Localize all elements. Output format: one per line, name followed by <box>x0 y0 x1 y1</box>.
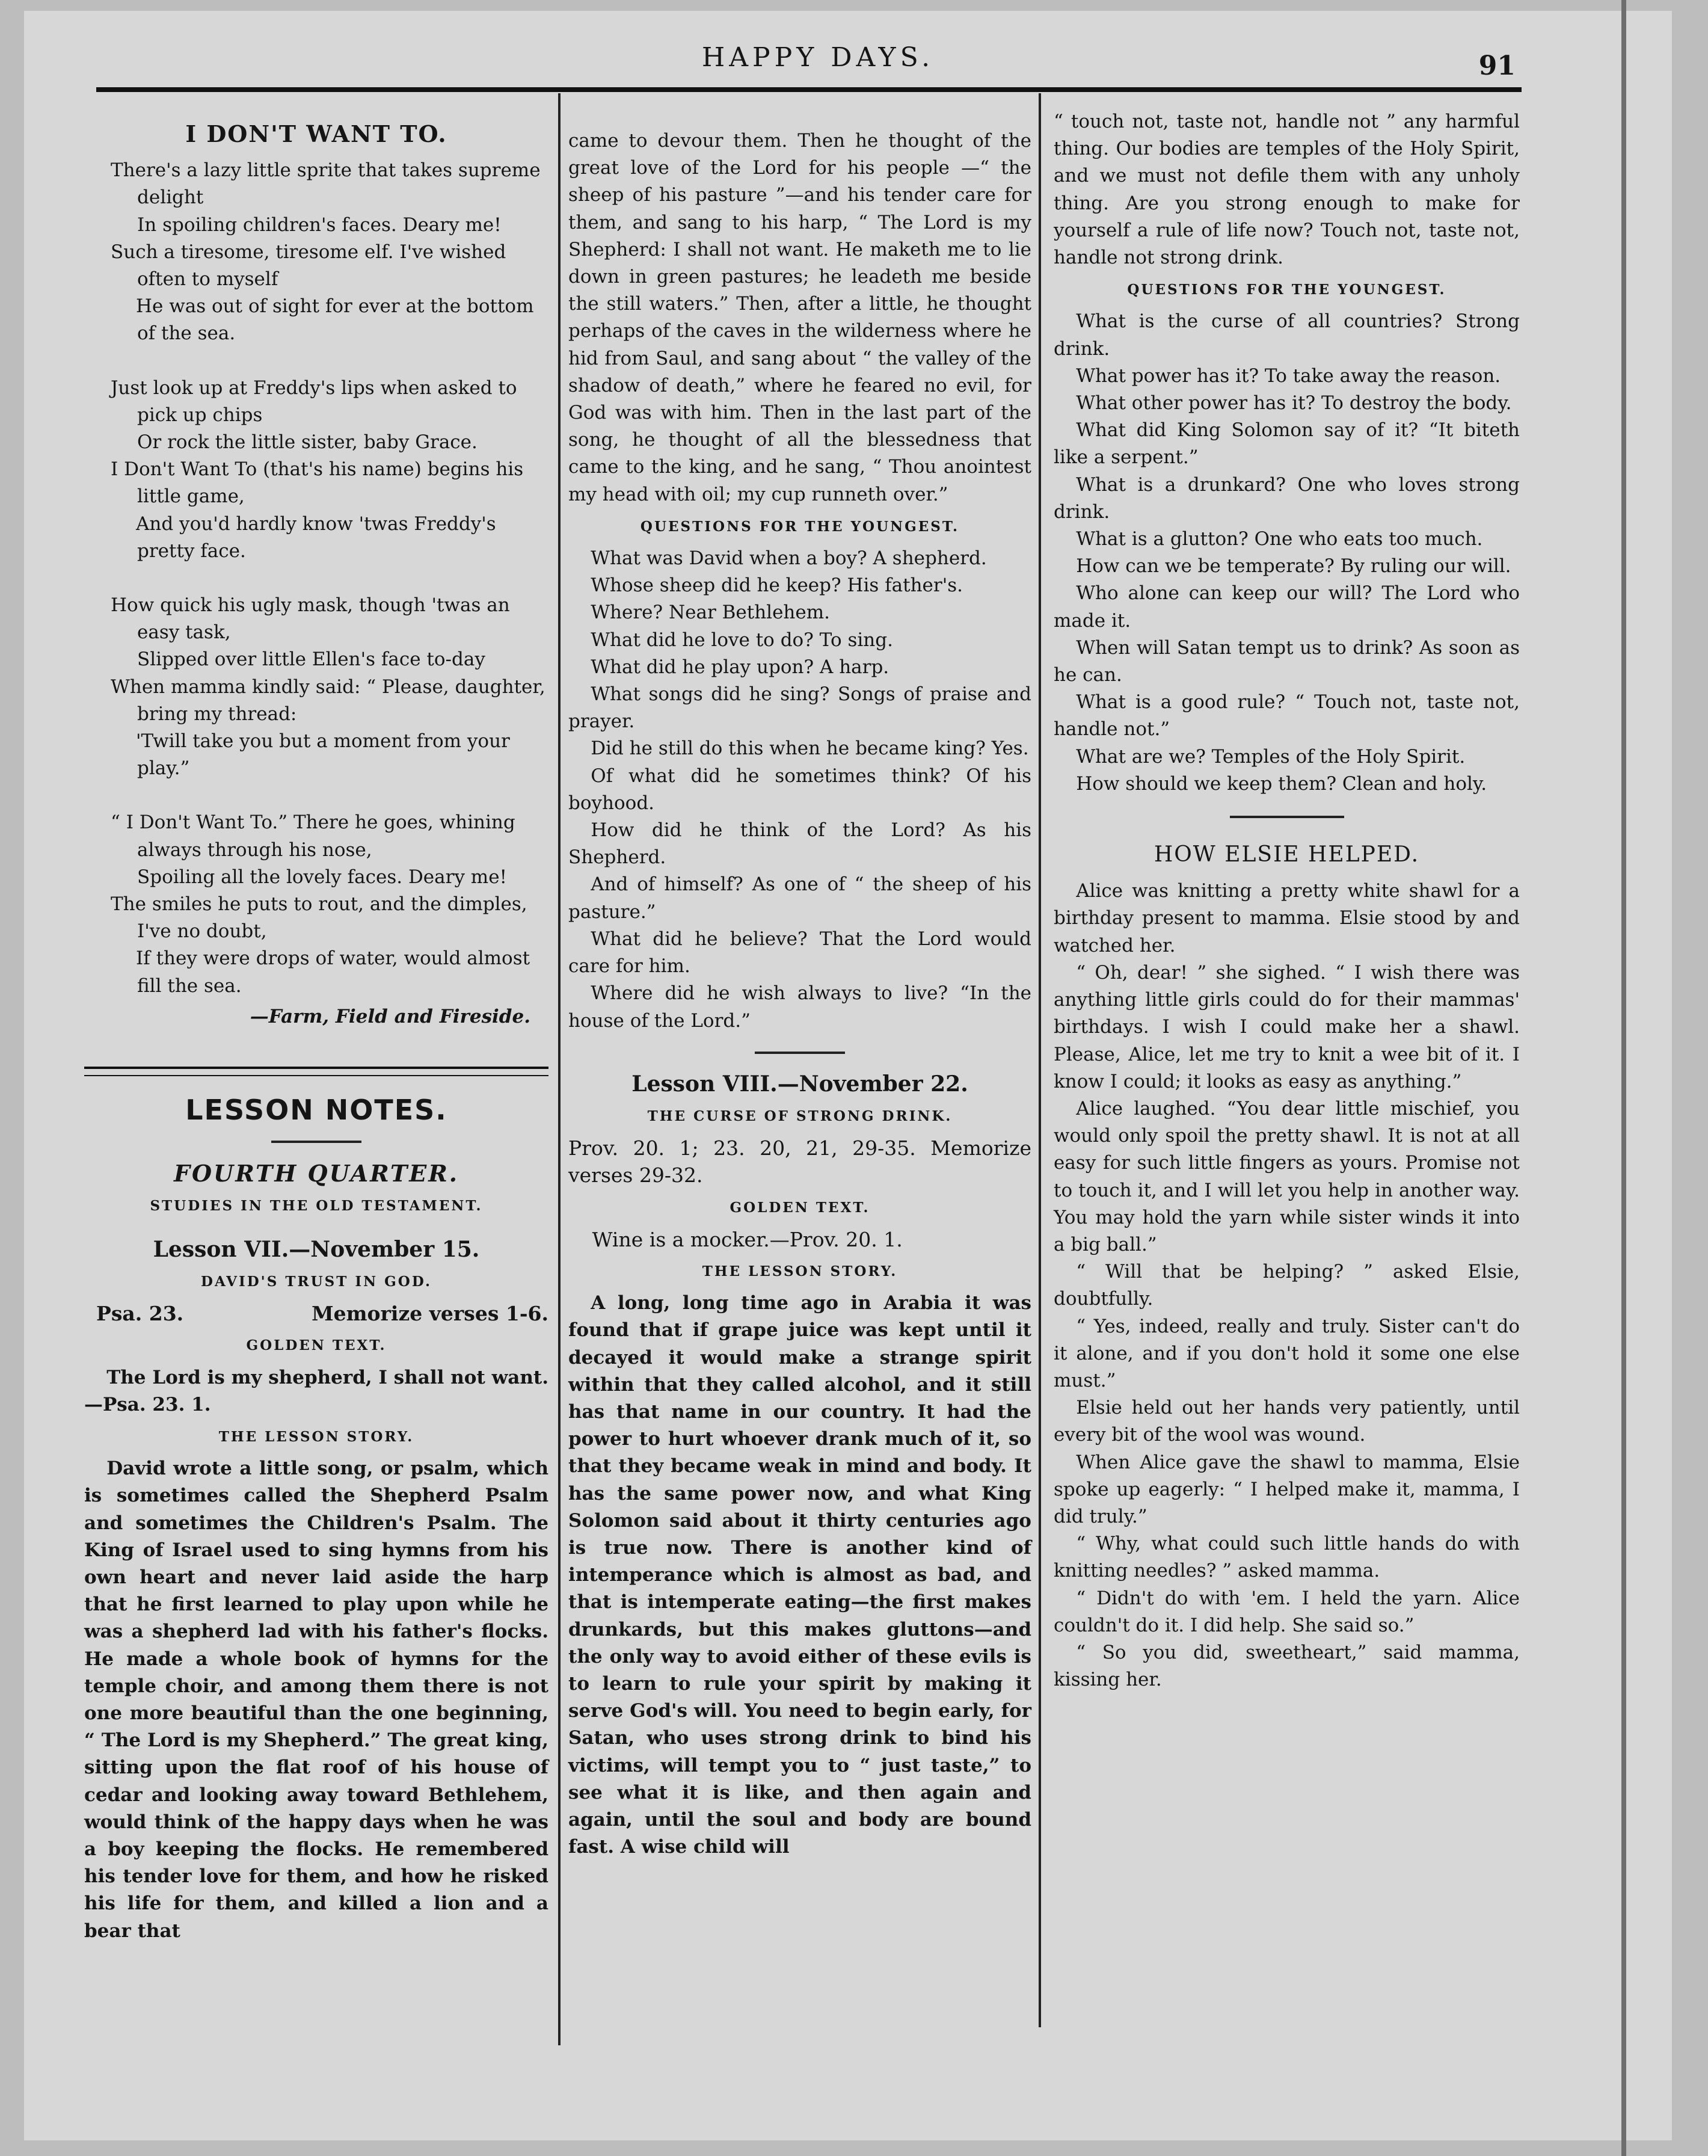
lesson-story-label: THE LESSON STORY. <box>218 1428 414 1445</box>
poem-line: Just look up at Freddy's lips when asked to pick up chips <box>111 377 517 426</box>
column-rule-right <box>1039 93 1041 2027</box>
poem-line: I Don't Want To (that's his name) begins his little game, <box>111 458 524 508</box>
column-3 <box>1054 108 1520 1693</box>
lesson-7-subtitle: DAVID'S TRUST IN GOD. <box>201 1273 432 1290</box>
question-line: What was David when a boy? A shepherd. <box>591 547 987 570</box>
question-line: What did he play upon? A harp. <box>591 656 889 678</box>
scripture-reference: Psa. 23. <box>96 1302 184 1326</box>
lesson-story-continued: came to devour them. Then he thought of the great love of the Lord for his people —“ the sheep of his pasture ”—and his tender care for them, and sang to his harp, “ The Lord is my Shepherd: I shall not want. He maketh me to lie down in green pastures; he leadeth me beside the still waters.” Then, after a little, he thought perhaps of the caves in the wilderness where he hid from Saul, and sang about “ the valley of the shadow of death,” where he feared no evil, for God was with him. Then in the last part of the song, he thought of all the blessedness that came to the king, and he sang, “ Thou anointest my head with oil; my cup runneth over.” <box>568 130 1031 505</box>
lesson-story-label: THE LESSON STORY. <box>702 1263 898 1280</box>
poem-line: When mamma kindly said: “ Please, daughter, bring my thread: <box>111 676 545 725</box>
lesson-7-scripture <box>84 1300 548 1327</box>
question-line: What is the curse of all countries? Strong drink. <box>1054 310 1520 360</box>
poem-stanza <box>84 809 548 999</box>
question-line: When will Satan tempt us to drink? As soon as he can. <box>1054 636 1520 686</box>
story-paragraph: “ Why, what could such little hands do with knitting needles? ” asked mamma. <box>1054 1533 1520 1582</box>
question-line: What is a drunkard? One who loves strong drink. <box>1054 473 1520 523</box>
story-paragraph: “ Didn't do with 'em. I held the yarn. Alice couldn't do it. I did help. She said so.” <box>1054 1587 1520 1636</box>
lesson-8-scripture: Prov. 20. 1; 23. 20, 21, 29-35. Memorize verses 29-32. <box>568 1136 1031 1187</box>
poem-line: There's a lazy little sprite that takes supreme delight <box>111 159 541 209</box>
questions-label: QUESTIONS FOR THE YOUNGEST. <box>1127 282 1446 298</box>
running-head: HAPPY DAYS. <box>701 42 935 73</box>
story-paragraph: “ Will that be helping? ” asked Elsie, doubtfully. <box>1054 1261 1520 1310</box>
question-line: And of himself? As one of “ the sheep of his pasture.” <box>568 873 1031 923</box>
lesson-8-heading: Lesson VIII.—November 22. <box>631 1071 968 1097</box>
poem-line: Or rock the little sister, baby Grace. <box>137 431 478 454</box>
poem-line: Spoiling all the lovely faces. Deary me! <box>137 866 508 888</box>
poem-line: If they were drops of water, would almost fill the sea. <box>136 947 530 997</box>
poem-attribution: —Farm, Field and Fireside. <box>250 1005 530 1027</box>
memorize-verses: Memorize verses 1-6. <box>312 1302 548 1326</box>
questions-label: QUESTIONS FOR THE YOUNGEST. <box>640 518 960 535</box>
short-divider <box>755 1052 845 1054</box>
question-line: What did he love to do? To sing. <box>591 629 893 651</box>
story-paragraph: “ Oh, dear! ” she sighed. “ I wish there was anything little girls could do for their mammas' birthdays. I wish I could make her a shawl. Please, Alice, let me try to knit a wee bit of it. I know I could; it looks as easy as anything.” <box>1054 961 1520 1092</box>
question-line: What songs did he sing? Songs of praise and prayer. <box>568 683 1031 733</box>
lesson-notes-heading: LESSON NOTES. <box>185 1094 447 1127</box>
poem-line: He was out of sight for ever at the bottom of the sea. <box>136 295 534 345</box>
header-rule <box>96 87 1522 92</box>
poem-line: And you'd hardly know 'twas Freddy's pretty face. <box>136 513 496 562</box>
question-line: How can we be temperate? By ruling our will. <box>1076 555 1511 578</box>
story-paragraph: Elsie held out her hands very patiently, until every bit of the wool was wound. <box>1054 1397 1520 1446</box>
lesson-story-continued: “ touch not, taste not, handle not ” any harmful thing. Our bodies are temples of the Holy Spirit, and we must not defile them with any unholy thing. Are you strong enough to make for yourself a rule of life now? Touch not, taste not, handle not strong drink. <box>1054 111 1520 269</box>
section-divider <box>84 1067 548 1076</box>
lesson-story-text: David wrote a little song, or psalm, which is sometimes called the Shepherd Psalm and sometimes the Children's Psalm. The King of Israel used to sing hymns from his own heart and never laid aside the harp that he first learned to play upon while he was a shepherd lad with his father's flocks. He made a whole book of hymns for the temple choir, and among them there is not one more beautiful than the one beginning, “ The Lord is my Shepherd.” The great king, sitting upon the flat roof of his house of cedar and looking away toward Bethlehem, would think of the happy days when he was a boy keeping the flocks. He remembered his tender love for them, and how he risked his life for them, and killed a lion and a bear that <box>84 1458 548 1942</box>
page-edge-shadow <box>1621 0 1626 2156</box>
story-paragraph: “ Yes, indeed, really and truly. Sister can't do it alone, and if you don't hold it some one else must.” <box>1054 1315 1520 1391</box>
column-rule-left <box>558 93 561 2045</box>
lesson-7-heading: Lesson VII.—November 15. <box>153 1236 480 1262</box>
short-divider <box>1230 816 1344 818</box>
story-paragraph: “ So you did, sweetheart,” said mamma, kissing her. <box>1054 1641 1520 1691</box>
poem-title: I DON'T WANT TO. <box>185 120 447 147</box>
lesson-8-subtitle: THE CURSE OF STRONG DRINK. <box>647 1107 953 1124</box>
question-line: What did he believe? That the Lord would care for him. <box>568 928 1031 978</box>
quarter-heading: FOURTH QUARTER. <box>173 1160 459 1187</box>
question-line: Of what did he sometimes think? Of his boyhood. <box>568 765 1031 814</box>
question-line: What is a good rule? “ Touch not, taste not, handle not.” <box>1054 691 1520 741</box>
question-line: Where did he wish always to live? “In the house of the Lord.” <box>568 982 1031 1032</box>
column-2 <box>568 128 1031 1861</box>
poem-line: How quick his ugly mask, though 'twas an easy task, <box>111 594 510 644</box>
question-line: What power has it? To take away the reason. <box>1076 365 1501 387</box>
question-line: Whose sheep did he keep? His father's. <box>591 574 963 597</box>
story-paragraph: Alice was knitting a pretty white shawl for a birthday present to mamma. Elsie stood by and watched her. <box>1054 880 1520 956</box>
question-line: What are we? Temples of the Holy Spirit. <box>1076 745 1466 768</box>
studies-subheading: STUDIES IN THE OLD TESTAMENT. <box>150 1197 483 1214</box>
question-line: How should we keep them? Clean and holy. <box>1076 772 1487 795</box>
golden-text-label: GOLDEN TEXT. <box>246 1337 387 1354</box>
short-divider <box>271 1141 361 1143</box>
poem-line: Such a tiresome, tiresome elf. I've wished often to myself <box>111 241 506 291</box>
lesson-story-text: A long, long time ago in Arabia it was found that if grape juice was kept until it decayed it would make a strange spirit within that they called alcohol, and it still has that name in our country. It had the power to hurt whoever drank much of it, so that they became weak in mind and body. It has the same power now, and what King Solomon said about it thirty centuries ago is true now. There is another kind of intemperance which is almost as bad, and that is intemperate eating—the first makes drunkards, but this makes gluttons—and the only way to avoid either of these evils is to learn to rule your spirit by making it serve God's will. You need to begin early, for Satan, who uses strong drink to bind his victims, will tempt you to “ just taste,” to see what it is like, and then again and again, until the soul and body are bound fast. A wise child will <box>568 1292 1031 1858</box>
poem-line: In spoiling children's faces. Deary me! <box>137 214 502 236</box>
poem-stanza <box>84 157 548 347</box>
poem-stanza <box>84 592 548 782</box>
story-title: HOW ELSIE HELPED. <box>1154 842 1420 867</box>
column-1 <box>84 120 548 1945</box>
story-paragraph: When Alice gave the shawl to mamma, Elsie spoke up eagerly: “ I helped make it, mamma, I did truly.” <box>1054 1451 1520 1527</box>
question-line: What is a glutton? One who eats too much. <box>1076 528 1483 550</box>
question-line: What did King Solomon say of it? “It biteth like a serpent.” <box>1054 419 1520 469</box>
question-line: Who alone can keep our will? The Lord who made it. <box>1054 582 1520 632</box>
poem-line: 'Twill take you but a moment from your play.” <box>136 730 510 780</box>
poem-stanza <box>84 375 548 565</box>
golden-text: The Lord is my shepherd, I shall not want.—Psa. 23. 1. <box>84 1366 548 1415</box>
golden-text-label: GOLDEN TEXT. <box>730 1199 870 1216</box>
poem-line: Slipped over little Ellen's face to-day <box>137 648 485 671</box>
poem-line: “ I Don't Want To.” There he goes, whining always through his nose, <box>111 812 515 861</box>
golden-text: Wine is a mocker.—Prov. 20. 1. <box>592 1227 903 1251</box>
question-line: Where? Near Bethlehem. <box>591 602 830 624</box>
poem-line: The smiles he puts to rout, and the dimples, I've no doubt, <box>111 893 527 943</box>
question-line: Did he still do this when he became king? Yes. <box>591 738 1029 760</box>
question-line: What other power has it? To destroy the body. <box>1076 392 1512 414</box>
page-number: 91 <box>1478 51 1516 81</box>
question-line: How did he think of the Lord? As his Shepherd. <box>568 819 1031 869</box>
story-paragraph: Alice laughed. “You dear little mischief, you would only spoil the pretty shawl. It is not at all easy for such little fingers as yours. Promise not to touch it, and I will let you help in another way. You may hold the yarn while sister winds it into a big ball.” <box>1054 1097 1520 1255</box>
